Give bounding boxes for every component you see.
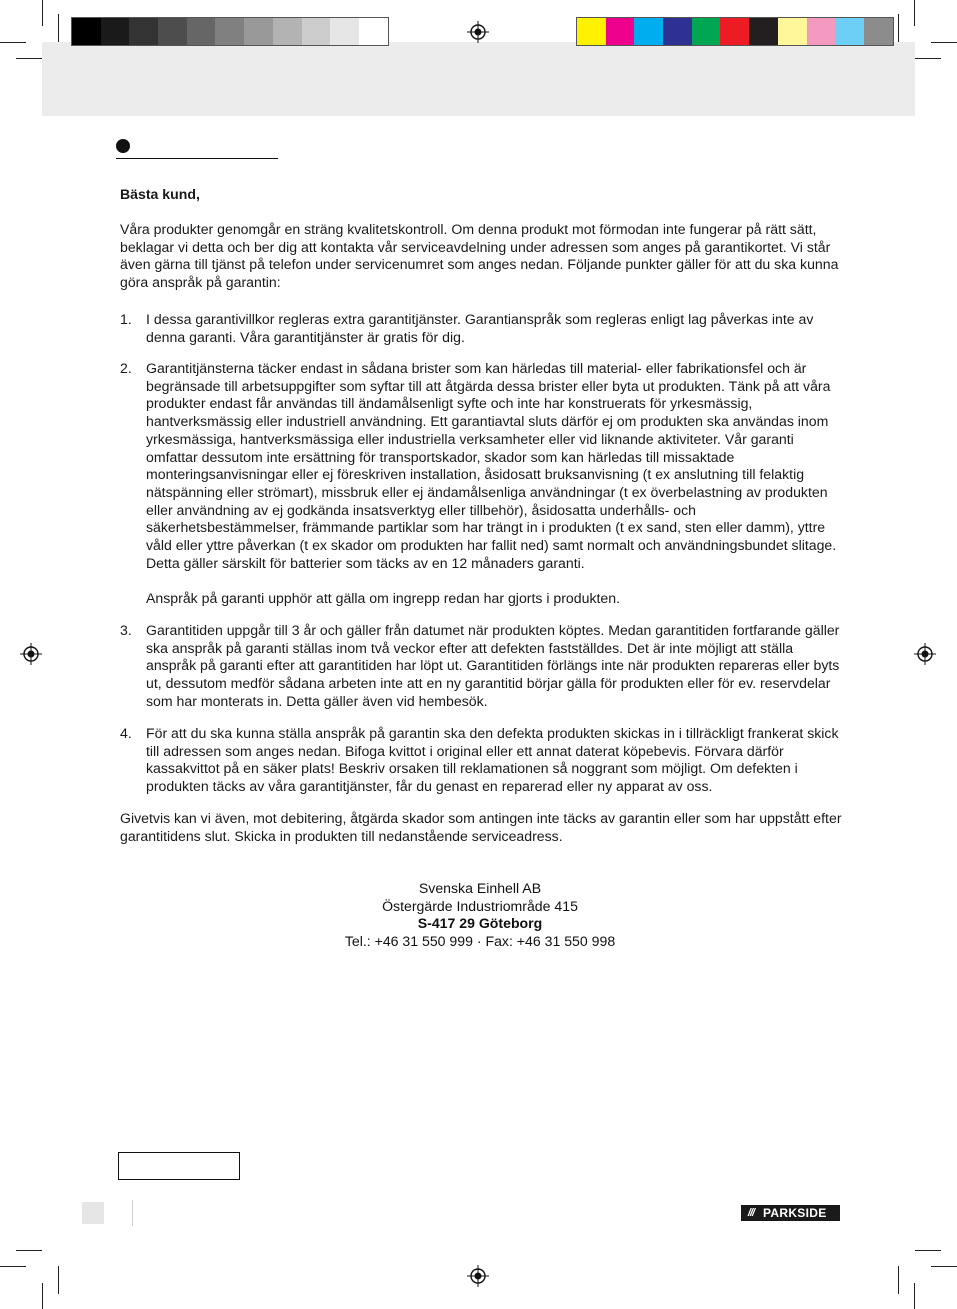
color-swatch: [577, 18, 606, 45]
color-swatch: [187, 18, 216, 45]
crop-mark: [0, 1266, 26, 1267]
crop-mark: [898, 14, 899, 42]
registration-mark-icon: [467, 1265, 489, 1287]
color-swatch: [244, 18, 273, 45]
color-swatch: [72, 18, 101, 45]
registration-mark-icon: [914, 643, 936, 665]
color-swatch: [101, 18, 130, 45]
crop-mark: [931, 1266, 957, 1267]
footer-divider: [132, 1200, 133, 1226]
closing-paragraph: Givetvis kan vi även, mot debitering, åtgärda skador som antingen inte täcks av garantin eller som har uppstått efter garantitidens slut. Skicka in produkten till nedanstående serviceadress.: [120, 810, 842, 844]
list-item-1: I dessa garantivillkor regleras extra garantitjänster. Garantianspråk som regleras enligt lag påverkas inte av denna garanti. Våra garantitjänster är gratis för dig.: [146, 311, 814, 345]
crop-mark: [898, 1266, 899, 1294]
crop-mark: [914, 0, 915, 26]
crop-mark: [914, 1283, 915, 1309]
list-item-2-note: Anspråk på garanti upphör att gälla om ingrepp redan har gjorts i produkten.: [146, 590, 620, 606]
list-number: 4.: [120, 725, 132, 741]
color-swatch: [807, 18, 836, 45]
color-swatch: [663, 18, 692, 45]
address-company: Svenska Einhell AB: [418, 880, 542, 896]
list-item-2: Garantitjänsterna täcker endast in sådana brister som kan härledas till material- eller fabrikationsfel och är begränsade till arbetsuppgifter som syftar till att åtgärda dessa brister eller byta ut produkten. Tänk på att våra produkter endast får användas till ändamålsenligt syfte och inte har konstruerats för yrkesmässig, hantverksmässig eller industriell användning. Ett garantiavtal sluts därför ej om produkten ska användas inom yrkesmässiga, hantverksmässiga eller industriella verksamheter eller vid liknande aktiviteter. Vår garanti omfattar dessutom inte ersättning för transportskador, skador som kan härledas till missaktade monteringsanvisningar eller ej föreskriven installation, åsidosatt bruksanvisning (t ex anslutning till felaktig nätspänning eller strömart), missbruk eller ej ändamålsenliga användningar (t ex överbelastning av produkten eller användning av ej godkända insatsverktyg eller tillbehör), åsidosatta underhålls- och säkerhetsbestämmelser, främmande partiklar som har trängt in i produkten (t ex sand, sten eller damm), yttre våld eller yttre påverkan (t ex skador om produkten har fallit ned) samt normalt och användningsbundet slitage. Detta gäller särskilt för batterier som täcks av en 12 månaders garanti.: [146, 360, 837, 571]
stamp-box: [118, 1152, 240, 1180]
address-street: Östergärde Industriområde 415: [382, 897, 578, 914]
list-number: 1.: [120, 311, 132, 327]
color-swatch: [359, 18, 388, 45]
list-number: 3.: [120, 622, 132, 638]
color-swatch: [778, 18, 807, 45]
address-city: S-417 29 Göteborg: [417, 915, 543, 932]
crop-mark: [16, 1250, 42, 1251]
process-color-bar: [576, 17, 894, 46]
color-swatch: [634, 18, 663, 45]
parkside-logo: [741, 1205, 840, 1221]
list-item-4: För att du ska kunna ställa anspråk på garantin ska den defekta produkten skickas in i tillräckligt frankerat skick till adressen som anges nedan. Bifoga kvittot i original eller ett annat daterat köpebevis. Förvara därför kassakvittot på en säker plats! Beskriv orsaken till reklamationen så noggrant som möjligt. Om defekten i produkten täcks av våra garantitjänster, får du genast en reparerad eller ny apparat av oss.: [146, 725, 839, 795]
crop-mark: [42, 0, 43, 26]
crop-mark: [915, 58, 941, 59]
logo-stripes: ///: [747, 1207, 755, 1219]
list-item-3: Garantitiden uppgår till 3 år och gäller från datumet när produkten köptes. Medan garantitiden fortfarande gäller ska anspråk på garanti ställas inom två veckor efter att defekten fastställdes. Det är inte möjligt att ställa anspråk på garanti efter att garantitiden har löpt ut. Garantitiden förlängs inte när produkten repareras eller byts ut, dessutom medför sådana arbeten inte att en ny garantitid börjar gälla för produkten eller för ev. reservdelar som har monterats in. Detta gäller även vid hembesök.: [146, 622, 840, 709]
page-number-box: [82, 1202, 104, 1224]
logo-wordmark: PARKSIDE: [763, 1206, 827, 1220]
crop-mark: [931, 42, 957, 43]
color-swatch: [129, 18, 158, 45]
grayscale-color-bar: [71, 17, 389, 46]
greeting: Bästa kund,: [120, 186, 200, 202]
color-swatch: [835, 18, 864, 45]
color-swatch: [215, 18, 244, 45]
service-address: [0, 880, 957, 951]
registration-mark-icon: [20, 643, 42, 665]
heading-rule: [116, 158, 278, 159]
color-swatch: [720, 18, 749, 45]
crop-mark: [58, 14, 59, 42]
color-swatch: [749, 18, 778, 45]
registration-mark-icon: [467, 21, 489, 43]
color-swatch: [864, 18, 893, 45]
section-bullet-icon: [116, 139, 130, 153]
color-swatch: [606, 18, 635, 45]
color-swatch: [158, 18, 187, 45]
crop-mark: [915, 1250, 941, 1251]
crop-mark: [58, 1266, 59, 1294]
crop-mark: [42, 1283, 43, 1309]
list-number: 2.: [120, 360, 132, 376]
header-band: [42, 42, 915, 116]
crop-mark: [16, 58, 42, 59]
intro-paragraph: Våra produkter genomgår en sträng kvalitetskontroll. Om denna produkt mot förmodan inte fungerar på rätt sätt, beklagar vi detta och ber dig att kontakta vår serviceavdelning under adressen som anges på garantikortet. Vi står även gärna till tjänst på telefon under servicenumret som anges nedan. Följande punkter gäller för att du ska kunna göra anspråk på garantin:: [120, 221, 839, 291]
color-swatch: [302, 18, 331, 45]
crop-mark: [0, 42, 26, 43]
color-swatch: [330, 18, 359, 45]
address-phone: Tel.: +46 31 550 999 · Fax: +46 31 550 998: [344, 933, 616, 950]
color-swatch: [692, 18, 721, 45]
color-swatch: [273, 18, 302, 45]
